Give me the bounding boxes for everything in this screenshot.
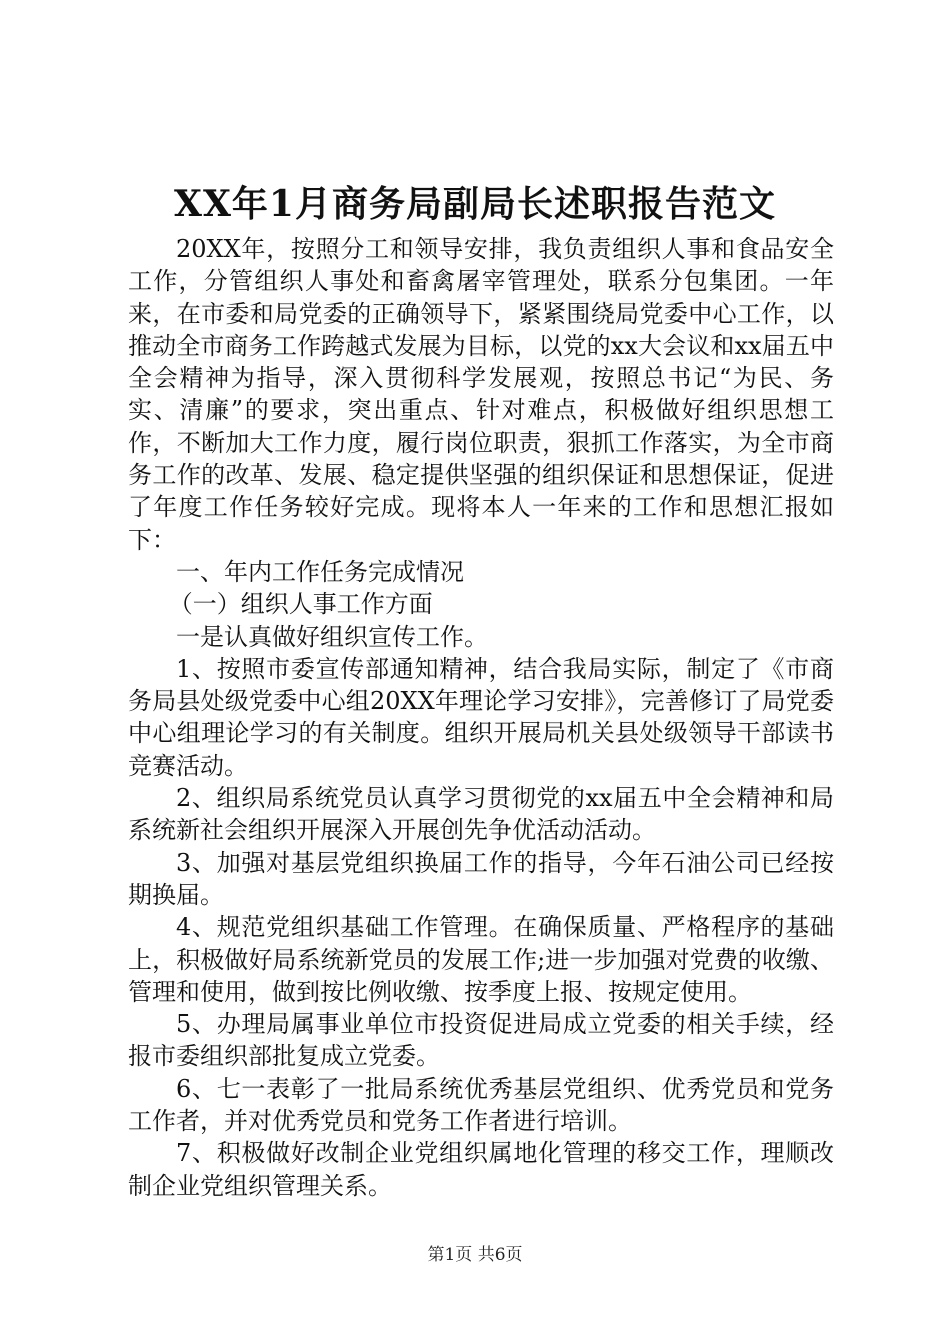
list-item-5: 5、办理局属事业单位市投资促进局成立党委的相关手续，经报市委组织部批复成立党委。 <box>128 1010 834 1071</box>
section-heading: 一、年内工作任务完成情况 <box>176 557 464 586</box>
list-item-7: 7、积极做好改制企业党组织属地化管理的移交工作，理顺改制企业党组织管理关系。 <box>128 1139 834 1200</box>
list-item-4: 4、规范党组织基础工作管理。在确保质量、严格程序的基础上，积极做好局系统新党员的发展工作;进一步加强对党费的收缴、管理和使用，做到按比例收缴、按季度上报、按规定使用。 <box>128 913 834 1006</box>
page-footer: 第1页 共6页 <box>427 1245 523 1265</box>
list-item-2: 2、组织局系统党员认真学习贯彻党的xx届五中全会精神和局系统新社会组织开展深入开展创先争优活动活动。 <box>128 784 834 845</box>
document-title: XX年1月商务局副局长述职报告范文 <box>174 183 776 225</box>
document-body <box>128 233 834 1202</box>
paragraph-intro: 20XX年，按照分工和领导安排，我负责组织人事和食品安全工作，分管组织人事处和畜禽屠宰管理处，联系分包集团。一年来，在市委和局党委的正确领导下，紧紧围绕局党委中心工作，以推动全市商务工作跨越式发展为目标，以党的xx大会议和xx届五中全会精神为指导，深入贯彻科学发展观，按照总书记“为民、务实、清廉”的要求，突出重点、针对难点，积极做好组织思想工作，不断加大工作力度，履行岗位职责，狠抓工作落实，为全市商务工作的改革、发展、稳定提供坚强的组织保证和思想保证，促进了年度工作任务较好完成。现将本人一年来的工作和思想汇报如下： <box>128 235 834 554</box>
list-item-3: 3、加强对基层党组织换届工作的指导，今年石油公司已经按期换届。 <box>128 848 834 909</box>
list-item-1: 1、按照市委宣传部通知精神，结合我局实际，制定了《市商务局县处级党委中心组20XX年理论学习安排》，完善修订了局党委中心组理论学习的有关制度。组织开展局机关县处级领导干部读书竞赛活动。 <box>128 654 834 780</box>
item-heading: 一是认真做好组织宣传工作。 <box>176 622 488 651</box>
list-item-6: 6、七一表彰了一批局系统优秀基层党组织、优秀党员和党务工作者，并对优秀党员和党务工作者进行培训。 <box>128 1074 834 1136</box>
subsection-heading: （一）组织人事工作方面 <box>168 590 433 619</box>
